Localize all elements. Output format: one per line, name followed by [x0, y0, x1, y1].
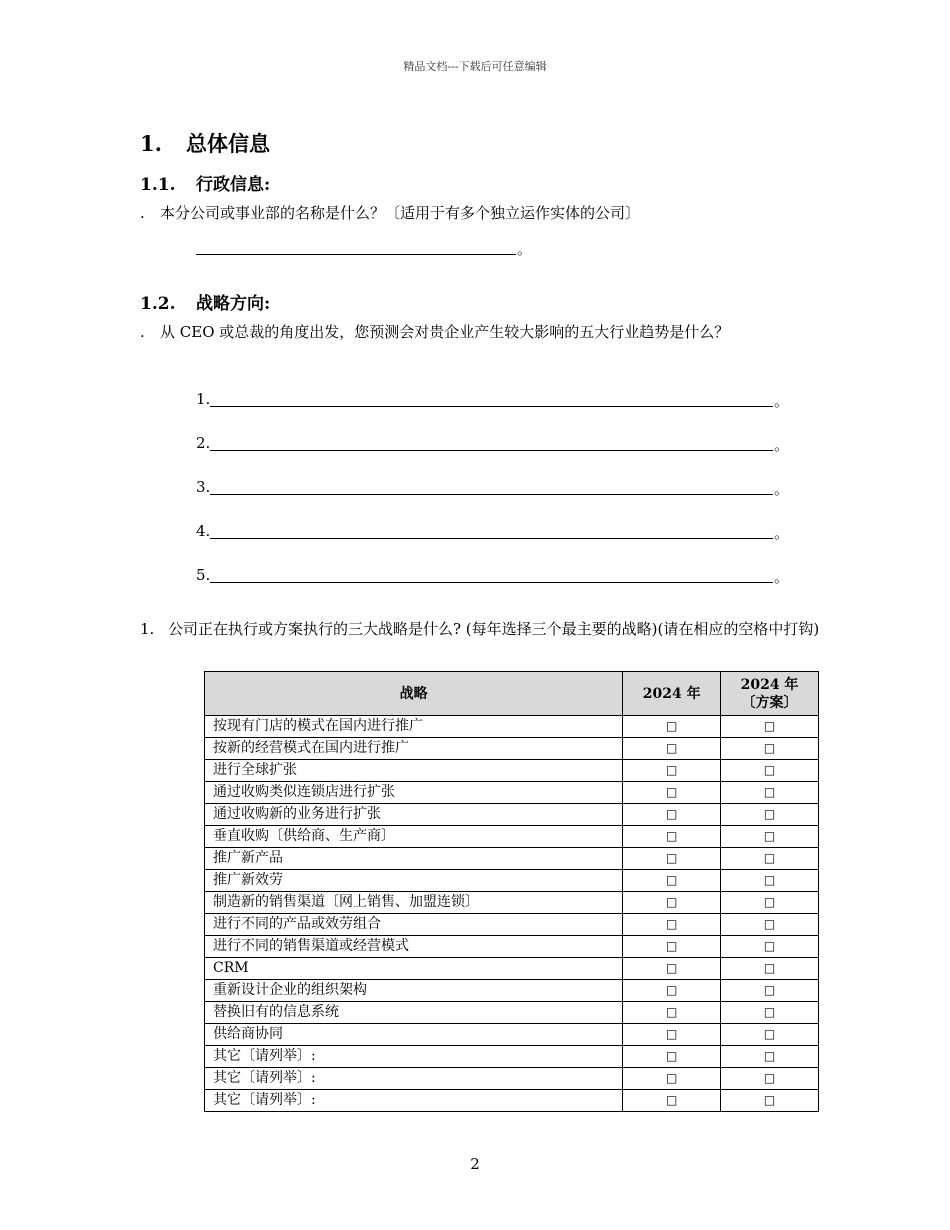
question-number: 1. — [140, 620, 155, 638]
section-title: 战略方向: — [196, 294, 271, 314]
strategy-table-body — [205, 716, 819, 1112]
table-row — [205, 1002, 819, 1024]
trend-blank-1[interactable] — [210, 406, 773, 407]
question-industry-trends — [140, 321, 820, 344]
checkbox-2024-plan[interactable]: □ — [721, 1024, 819, 1046]
strategy-name-cell: 通过收购类似连锁店进行扩张 — [205, 782, 623, 804]
strategy-name-cell: 进行不同的销售渠道或经营模式 — [205, 936, 623, 958]
question-top-strategies — [140, 618, 820, 641]
checkbox-2024-plan[interactable]: □ — [721, 760, 819, 782]
section-title: 总体信息 — [186, 131, 270, 156]
checkbox-2024[interactable]: □ — [623, 1024, 721, 1046]
checkbox-2024[interactable]: □ — [623, 848, 721, 870]
section-heading-1-2 — [140, 289, 270, 314]
strategy-name-cell: 垂直收购〔供给商、生产商〕 — [205, 826, 623, 848]
checkbox-2024[interactable]: □ — [623, 716, 721, 738]
checkbox-2024[interactable]: □ — [623, 892, 721, 914]
trend-label: 5. — [196, 566, 211, 584]
question-text — [140, 321, 820, 344]
checkbox-2024-plan[interactable]: □ — [721, 958, 819, 980]
trend-label: 4. — [196, 522, 211, 540]
question-text: 本分公司或事业部的名称是什么？〔适用于有多个独立运作实体的公司〕 — [160, 204, 641, 222]
checkbox-2024-plan[interactable]: □ — [721, 1046, 819, 1068]
table-row — [205, 870, 819, 892]
column-header-2024: 2024 年 — [623, 672, 721, 716]
strategy-name-cell: 重新设计企业的组织架构 — [205, 980, 623, 1002]
trend-blank-3[interactable] — [210, 494, 773, 495]
table-row — [205, 826, 819, 848]
checkbox-2024[interactable]: □ — [623, 914, 721, 936]
trend-end-mark: 。 — [774, 524, 790, 542]
table-row — [205, 848, 819, 870]
strategy-name-cell: 其它〔请列举〕: — [205, 1090, 623, 1112]
checkbox-2024-plan[interactable]: □ — [721, 1002, 819, 1024]
section-heading-1 — [140, 128, 270, 158]
checkbox-2024-plan[interactable]: □ — [721, 1090, 819, 1112]
strategy-name-cell: 其它〔请列举〕: — [205, 1046, 623, 1068]
checkbox-2024[interactable]: □ — [623, 760, 721, 782]
table-row — [205, 892, 819, 914]
checkbox-2024[interactable]: □ — [623, 980, 721, 1002]
checkbox-2024[interactable]: □ — [623, 1046, 721, 1068]
checkbox-2024[interactable]: □ — [623, 1068, 721, 1090]
section-number: 1.2. — [140, 294, 176, 314]
strategy-name-cell: 供给商协同 — [205, 1024, 623, 1046]
trend-line-2 — [196, 434, 210, 452]
table-row — [205, 1090, 819, 1112]
checkbox-2024-plan[interactable]: □ — [721, 980, 819, 1002]
question-text: 公司正在执行或方案执行的三大战略是什么? (每年选择三个最主要的战略)(请在相应的空格中打钩) — [168, 620, 820, 638]
table-row — [205, 914, 819, 936]
page-number: 2 — [470, 1155, 480, 1173]
checkbox-2024[interactable]: □ — [623, 782, 721, 804]
section-number: 1.1. — [140, 175, 176, 195]
table-row — [205, 936, 819, 958]
trend-blank-2[interactable] — [210, 450, 773, 451]
checkbox-2024[interactable]: □ — [623, 958, 721, 980]
table-header-row — [205, 672, 819, 716]
trend-end-mark: 。 — [774, 436, 790, 454]
checkbox-2024[interactable]: □ — [623, 936, 721, 958]
checkbox-2024-plan[interactable]: □ — [721, 936, 819, 958]
trend-line-1 — [196, 390, 210, 408]
trend-line-3 — [196, 478, 210, 496]
trend-line-5 — [196, 566, 210, 584]
strategy-name-cell: 进行不同的产品或效劳组合 — [205, 914, 623, 936]
strategy-name-cell: 按现有门店的模式在国内进行推广 — [205, 716, 623, 738]
question-text-content: 从 CEO 或总裁的角度出发，您预测会对贵企业产生较大影响的五大行业趋势是什么？ — [160, 323, 730, 341]
answer-end-mark: 。 — [517, 240, 533, 258]
section-heading-1-1 — [140, 170, 270, 195]
checkbox-2024[interactable]: □ — [623, 1002, 721, 1024]
table-row — [205, 1046, 819, 1068]
checkbox-2024-plan[interactable]: □ — [721, 914, 819, 936]
section-number: 1. — [140, 131, 162, 156]
checkbox-2024[interactable]: □ — [623, 804, 721, 826]
strategy-table — [204, 671, 819, 1112]
checkbox-2024-plan[interactable]: □ — [721, 892, 819, 914]
trend-end-mark: 。 — [774, 568, 790, 586]
checkbox-2024-plan[interactable]: □ — [721, 738, 819, 760]
bullet: . — [140, 323, 145, 341]
checkbox-2024-plan[interactable]: □ — [721, 826, 819, 848]
table-row — [205, 804, 819, 826]
checkbox-2024[interactable]: □ — [623, 738, 721, 760]
checkbox-2024-plan[interactable]: □ — [721, 804, 819, 826]
strategy-name-cell: 进行全球扩张 — [205, 760, 623, 782]
checkbox-2024[interactable]: □ — [623, 1090, 721, 1112]
checkbox-2024[interactable]: □ — [623, 826, 721, 848]
table-row — [205, 958, 819, 980]
checkbox-2024-plan[interactable]: □ — [721, 782, 819, 804]
table-row — [205, 760, 819, 782]
column-header-strategy: 战略 — [205, 672, 623, 716]
column-header-2024-plan-label: 2024 年〔方案〕 — [740, 676, 799, 711]
trend-blank-4[interactable] — [210, 538, 773, 539]
table-row — [205, 738, 819, 760]
column-header-2024-plan — [721, 672, 819, 716]
strategy-name-cell: 替换旧有的信息系统 — [205, 1002, 623, 1024]
strategy-name-cell: 按新的经营模式在国内进行推广 — [205, 738, 623, 760]
page-header: 精品文档---下载后可任意编辑 — [403, 60, 547, 73]
trend-end-mark: 。 — [774, 392, 790, 410]
strategy-name-cell: CRM — [205, 958, 623, 980]
strategy-name-cell: 制造新的销售渠道〔网上销售、加盟连锁〕 — [205, 892, 623, 914]
checkbox-2024-plan[interactable]: □ — [721, 716, 819, 738]
section-title: 行政信息: — [196, 175, 271, 195]
checkbox-2024-plan[interactable]: □ — [721, 870, 819, 892]
trend-label: 1. — [196, 390, 211, 408]
trend-line-4 — [196, 522, 210, 540]
table-row — [205, 1024, 819, 1046]
trend-label: 3. — [196, 478, 211, 496]
trend-label: 2. — [196, 434, 211, 452]
checkbox-2024-plan[interactable]: □ — [721, 848, 819, 870]
strategy-name-cell: 通过收购新的业务进行扩张 — [205, 804, 623, 826]
checkbox-2024[interactable]: □ — [623, 870, 721, 892]
table-row — [205, 782, 819, 804]
bullet: . — [140, 204, 145, 222]
question-company-name — [140, 202, 810, 225]
table-row — [205, 980, 819, 1002]
table-row — [205, 1068, 819, 1090]
table-row — [205, 716, 819, 738]
strategy-name-cell: 其它〔请列举〕: — [205, 1068, 623, 1090]
answer-blank-company-name[interactable] — [196, 254, 516, 255]
strategy-name-cell: 推广新产品 — [205, 848, 623, 870]
trend-blank-5[interactable] — [210, 582, 773, 583]
checkbox-2024-plan[interactable]: □ — [721, 1068, 819, 1090]
strategy-name-cell: 推广新效劳 — [205, 870, 623, 892]
trend-end-mark: 。 — [774, 480, 790, 498]
